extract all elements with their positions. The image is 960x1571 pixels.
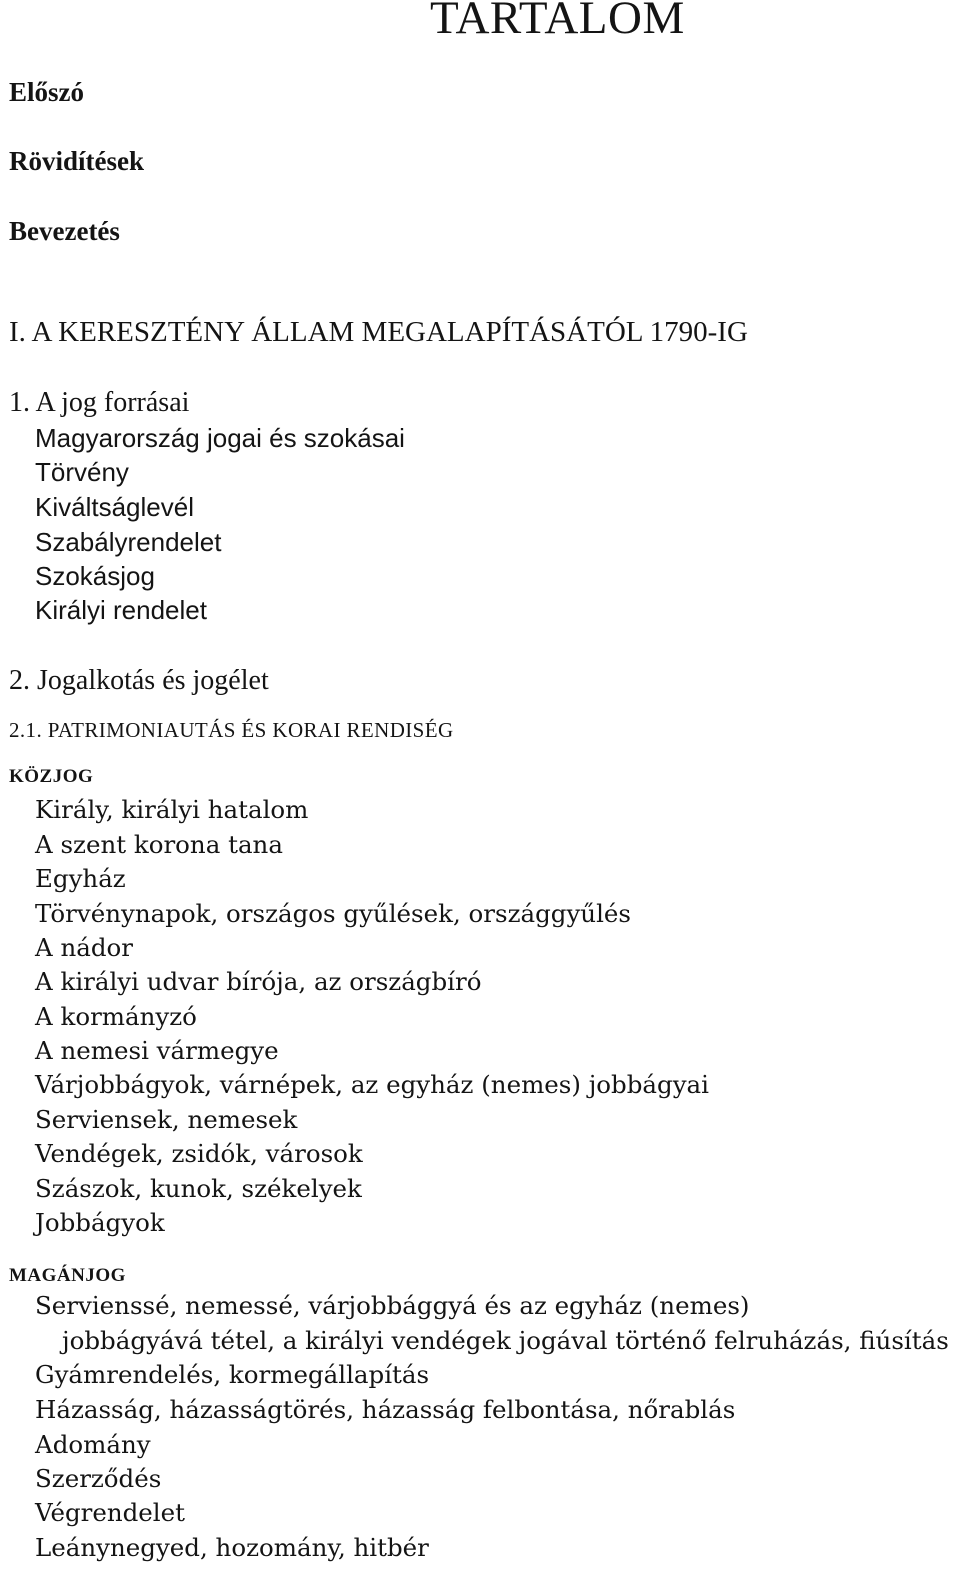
toc-entry[interactable]: Adomány — [35, 1430, 151, 1459]
page-title: TARTALOM — [430, 0, 685, 44]
toc-entry[interactable]: Gyámrendelés, kormegállapítás — [35, 1360, 430, 1389]
toc-entry[interactable]: Várjobbágyok, várnépek, az egyház (nemes) jobbágyai — [35, 1070, 710, 1099]
toc-entry-bevezetes[interactable]: Bevezetés — [9, 216, 120, 246]
toc-part-heading[interactable]: I. A KERESZTÉNY ÁLLAM MEGALAPÍTÁSÁTÓL 1790-IG — [9, 316, 748, 348]
toc-entry[interactable]: Király, királyi hatalom — [35, 795, 309, 824]
toc-entry-eloszo[interactable]: Előszó — [9, 77, 85, 107]
toc-entry[interactable]: A szent korona tana — [35, 830, 283, 859]
toc-entry[interactable]: Kiváltságlevél — [35, 492, 194, 522]
toc-entry[interactable]: A kormányzó — [35, 1002, 197, 1031]
toc-entry[interactable]: Szabályrendelet — [35, 527, 222, 557]
toc-entry[interactable]: Szokásjog — [35, 561, 155, 591]
toc-chapter-heading[interactable]: 2. Jogalkotás és jogélet — [9, 665, 269, 696]
toc-group-label-maganjog: MAGÁNJOG — [9, 1265, 126, 1286]
toc-entry[interactable]: Servienssé, nemessé, várjobbággyá és az egyház (nemes) — [35, 1291, 750, 1320]
toc-entry[interactable]: Magyarország jogai és szokásai — [35, 423, 405, 453]
toc-chapter-heading[interactable]: 1. A jog forrásai — [9, 387, 190, 418]
toc-entry[interactable]: Törvénynapok, országos gyűlések, országgyűlés — [35, 899, 631, 928]
toc-entry[interactable]: Királyi rendelet — [35, 595, 207, 625]
toc-entry[interactable]: Serviensek, nemesek — [35, 1105, 298, 1134]
toc-entry[interactable]: Házasság, házasságtörés, házasság felbontása, nőrablás — [35, 1395, 736, 1424]
toc-entry[interactable]: Szászok, kunok, székelyek — [35, 1174, 362, 1203]
toc-entry[interactable]: Vendégek, zsidók, városok — [35, 1139, 363, 1168]
toc-entry[interactable]: A nemesi vármegye — [35, 1036, 279, 1065]
toc-entry[interactable]: Egyház — [35, 864, 126, 893]
toc-entry[interactable]: Szerződés — [35, 1464, 162, 1493]
toc-entry[interactable]: Végrendelet — [35, 1498, 185, 1527]
toc-subsection-heading[interactable]: 2.1. PATRIMONIAUTÁS ÉS KORAI RENDISÉG — [9, 718, 454, 742]
toc-entry[interactable]: Törvény — [35, 457, 129, 487]
toc-entry[interactable]: Jobbágyok — [35, 1208, 165, 1237]
toc-group-label-kozjog: KÖZJOG — [9, 766, 94, 787]
toc-entry-rovidites[interactable]: Rövidítések — [9, 146, 144, 176]
toc-entry[interactable]: A királyi udvar bírója, az országbíró — [35, 967, 482, 996]
toc-entry[interactable]: Leánynegyed, hozomány, hitbér — [35, 1533, 429, 1562]
toc-entry-continuation[interactable]: jobbágyává tétel, a királyi vendégek jogával történő felruházás, fiúsítás — [62, 1326, 949, 1355]
toc-entry[interactable]: A nádor — [35, 933, 134, 962]
